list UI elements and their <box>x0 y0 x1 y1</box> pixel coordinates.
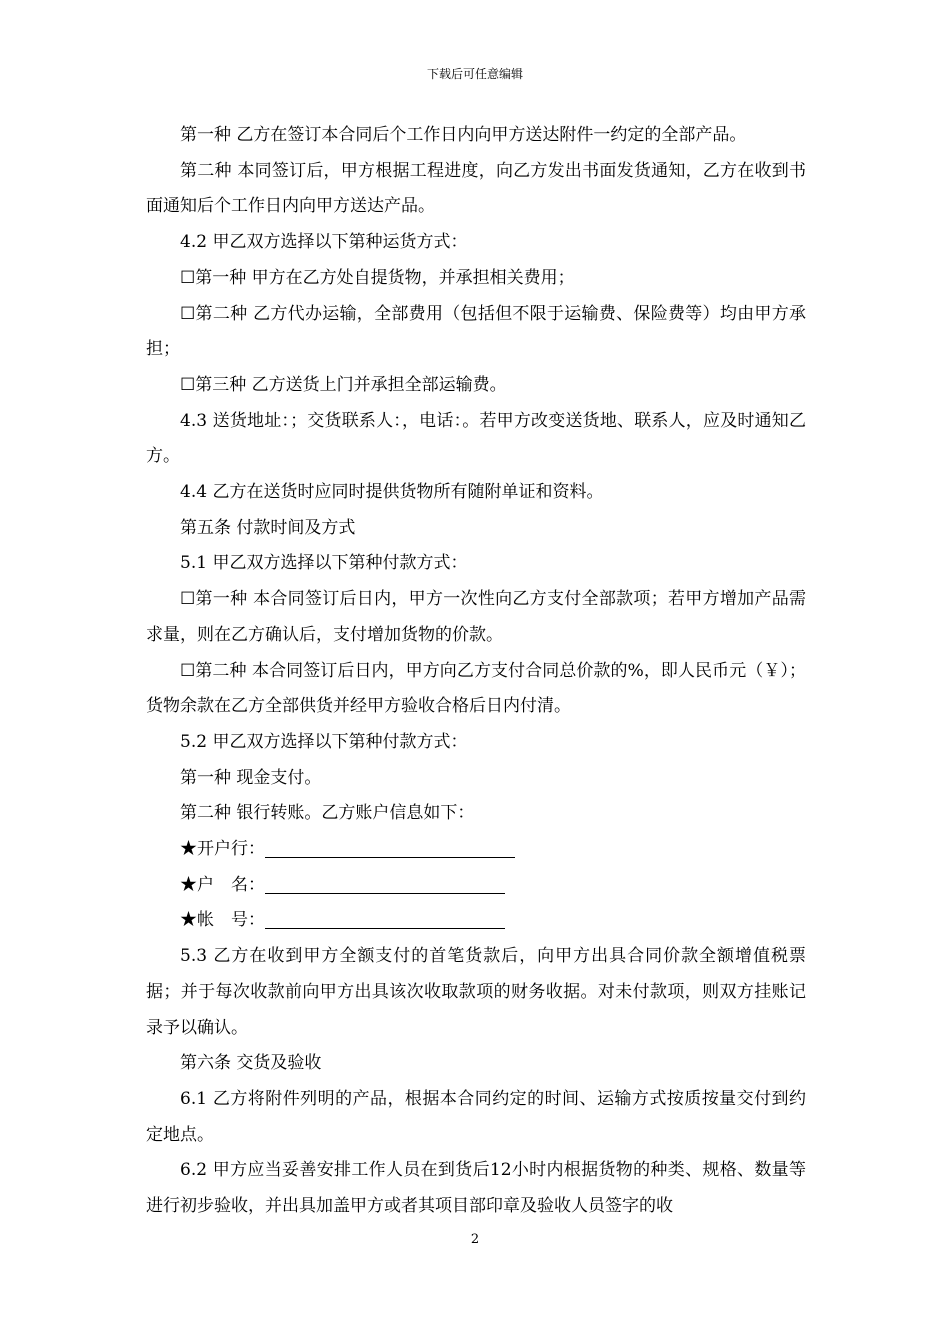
page-header: 下载后可任意编辑 <box>426 67 523 81</box>
paragraph: 6.2 甲方应当妥善安排工作人员在到货后12小时内根据货物的种类、规格、数量等进行初步验收，并出具加盖甲方或者其项目部印章及验收人员签字的收 <box>146 1160 806 1217</box>
account-bank-label: ★开户行： <box>180 839 265 860</box>
checkbox-option: ☐第二种 本合同签订后日内，甲方向乙方支付合同总价款的%，即人民币元（￥）；货物余款在乙方全部供货并经甲方验收合格后日内付清。 <box>146 660 806 717</box>
paragraph: 4.4 乙方在送货时应同时提供货物所有随附单证和资料。 <box>180 482 604 503</box>
checkbox-option: ☐第二种 乙方代办运输，全部费用（包括但不限于运输费、保险费等）均由甲方承担； <box>146 303 806 360</box>
paragraph: 第二种 本同签订后，甲方根据工程进度，向乙方发出书面发货通知，乙方在收到书面通知后个工作日内向甲方送达产品。 <box>146 160 806 217</box>
paragraph: 5.1 甲乙双方选择以下第种付款方式： <box>180 553 468 574</box>
section-heading: 第五条 付款时间及方式 <box>180 517 356 538</box>
checkbox-option: ☐第一种 甲方在乙方处自提货物，并承担相关费用； <box>180 267 575 288</box>
paragraph: 第一种 乙方在签订本合同后个工作日内向甲方送达附件一约定的全部产品。 <box>180 125 747 145</box>
paragraph: 第二种 银行转账。乙方账户信息如下： <box>180 803 475 824</box>
paragraph: 6.1 乙方将附件列明的产品，根据本合同约定的时间、运输方式按质按量交付到约定地点。 <box>146 1088 806 1145</box>
checkbox-option: ☐第一种 本合同签订后日内，甲方一次性向乙方支付全部款项；若甲方增加产品需求量，则在乙方确认后，支付增加货物的价款。 <box>146 589 806 645</box>
paragraph: 第一种 现金支付。 <box>180 767 322 788</box>
paragraph: 5.3 乙方在收到甲方全额支付的首笔货款后，向甲方出具合同价款全额增值税票据；并于每次收款前向甲方出具该次收取款项的财务收据。对未付款项，则双方挂账记录予以确认。 <box>146 946 806 1038</box>
page-number: 2 <box>470 1232 480 1247</box>
account-bank-blank <box>265 837 515 858</box>
account-name-row <box>146 868 806 904</box>
account-number-label: ★帐 号： <box>180 910 265 931</box>
paragraph: 4.2 甲乙双方选择以下第种运货方式： <box>180 232 468 253</box>
account-bank-row <box>146 832 806 868</box>
checkbox-option: ☐第三种 乙方送货上门并承担全部运输费。 <box>180 374 507 395</box>
paragraph: 4.3 送货地址：；交货联系人：，电话：。若甲方改变送货地、联系人，应及时通知乙方。 <box>146 410 806 467</box>
account-name-label: ★户 名： <box>180 874 265 895</box>
account-number-row <box>146 903 806 939</box>
paragraph: 5.2 甲乙双方选择以下第种付款方式： <box>180 731 468 752</box>
account-number-blank <box>265 908 505 929</box>
account-name-blank <box>265 873 505 894</box>
document-body <box>146 118 806 1225</box>
section-heading: 第六条 交货及验收 <box>180 1053 322 1074</box>
